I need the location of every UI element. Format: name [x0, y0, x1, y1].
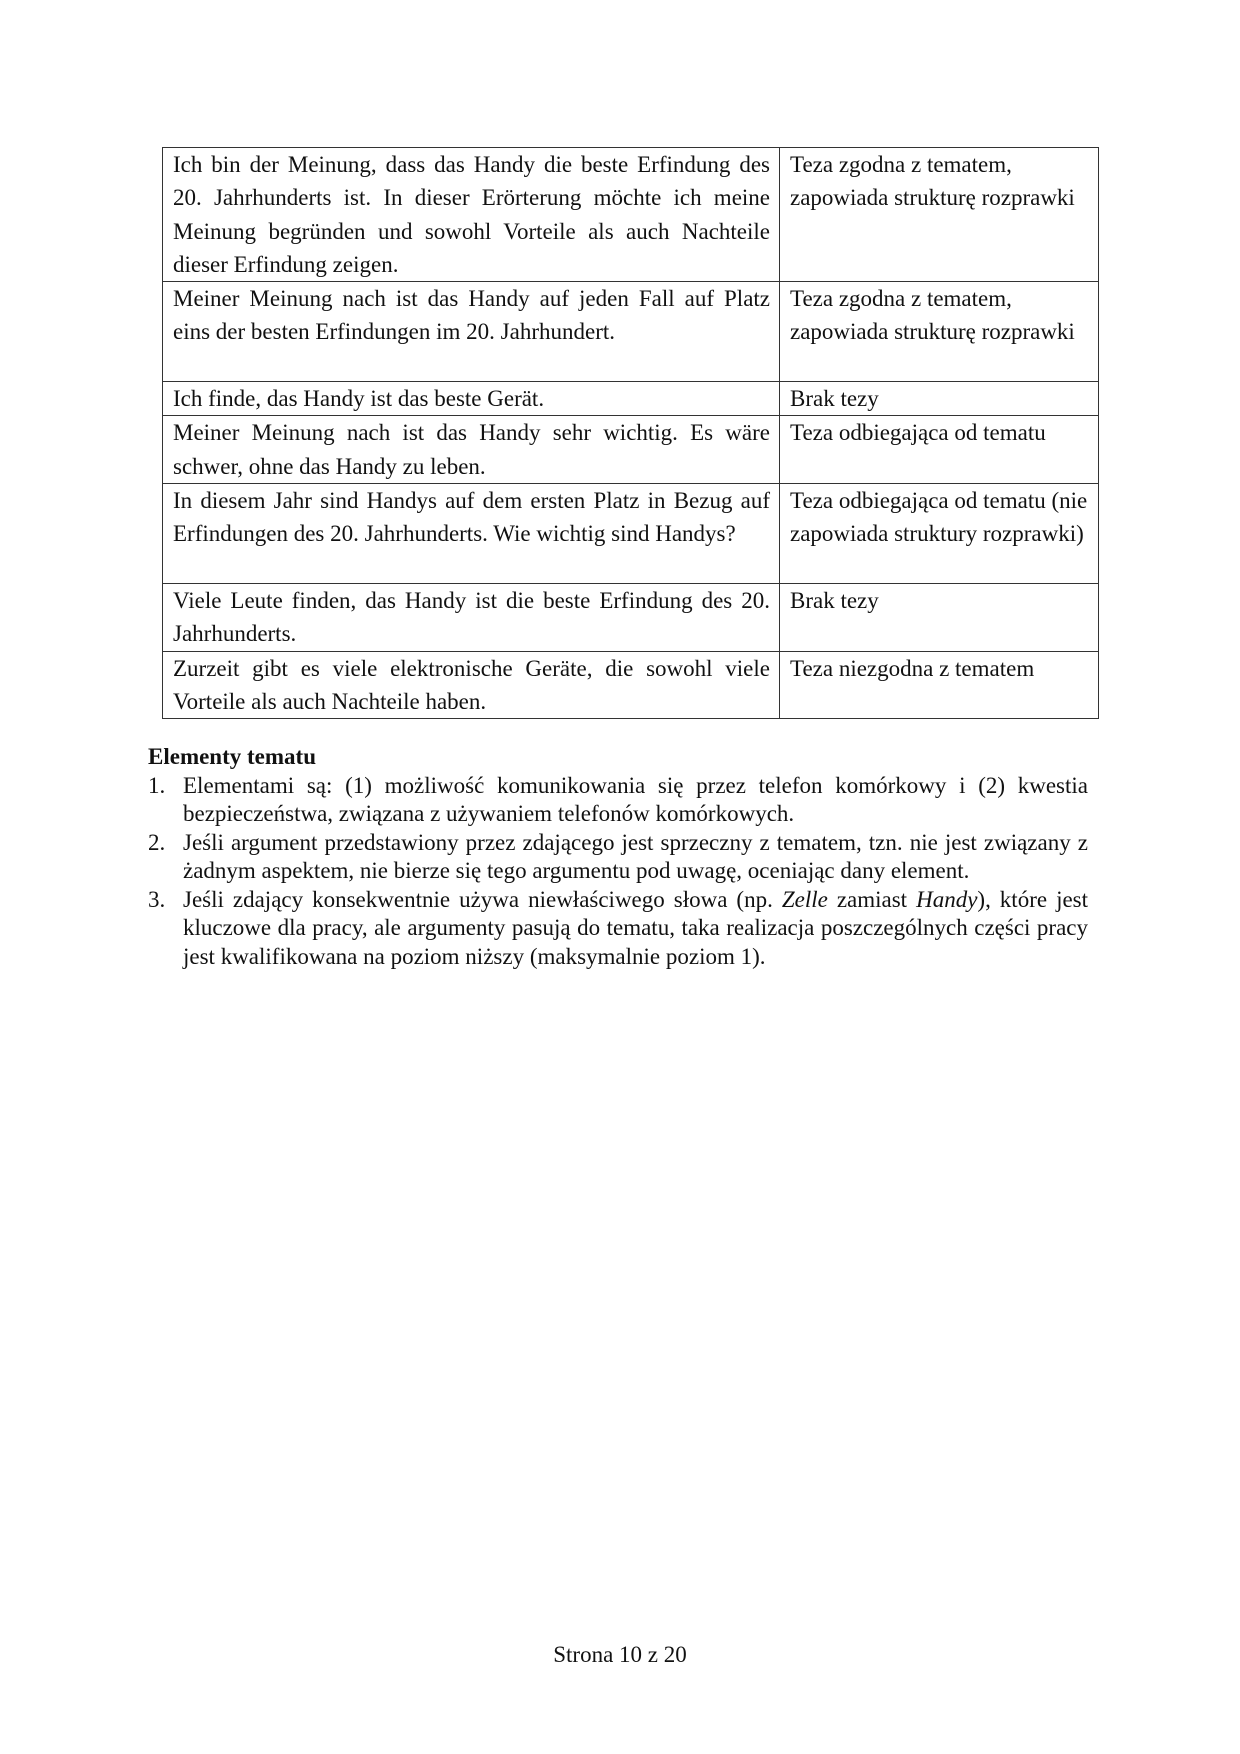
- thesis-cell: Ich bin der Meinung, dass das Handy die beste Erfindung des 20. Jahrhunderts ist. In dieser Erörterung möchte ich meine Meinung begründen und sowohl Vorteile als auch Nachteile dieser Erfindung zeigen.: [163, 148, 780, 282]
- list-item: [148, 829, 1088, 886]
- verdict-cell: Brak tezy: [780, 382, 1099, 416]
- term-handy: Handy: [916, 886, 978, 912]
- notes-list: [148, 772, 1088, 972]
- verdict-cell: Teza niezgodna z tematem: [780, 651, 1099, 719]
- list-item-text-part: zamiast: [827, 886, 917, 912]
- verdict-cell: Teza odbiegająca od tematu: [780, 416, 1099, 484]
- list-item-number: 1.: [148, 772, 166, 798]
- list-item-text: Jeśli argument przedstawiony przez zdającego jest sprzeczny z tematem, tzn. nie jest związany z żadnym aspektem, nie bierze się tego argumentu pod uwagę, oceniając dany element.: [183, 829, 1088, 883]
- table-row: [163, 282, 1099, 382]
- verdict-cell: Teza odbiegająca od tematu (nie zapowiada struktury rozprawki): [780, 484, 1099, 584]
- thesis-cell: Meiner Meinung nach ist das Handy auf jeden Fall auf Platz eins der besten Erfindungen im 20. Jahrhundert.: [163, 282, 780, 382]
- list-item-text-part: ), które jest kluczowe dla pracy, ale argumenty pasują do tematu, taka realizacja poszczególnych części pracy jest kwalifikowana na poziom niższy (maksymalnie poziom 1).: [183, 886, 1089, 969]
- table-row: [163, 382, 1099, 416]
- term-zelle: Zelle: [781, 886, 828, 912]
- thesis-cell: Meiner Meinung nach ist das Handy sehr wichtig. Es wäre schwer, ohne das Handy zu leben.: [163, 416, 780, 484]
- section-title: Elementy tematu: [148, 744, 316, 769]
- list-item-number: 2.: [148, 829, 166, 855]
- list-item-number: 3.: [148, 886, 166, 912]
- list-item-text: Elementami są: (1) możliwość komunikowania się przez telefon komórkowy i (2) kwestia bezpieczeństwa, związana z używaniem telefonów komórkowych.: [183, 772, 1088, 826]
- verdict-cell: Teza zgodna z tematem, zapowiada strukturę rozprawki: [780, 148, 1099, 282]
- table-row: [163, 584, 1099, 652]
- thesis-cell: Viele Leute finden, das Handy ist die beste Erfindung des 20. Jahrhunderts.: [163, 584, 780, 652]
- topic-elements-section: [148, 743, 1088, 971]
- thesis-cell: In diesem Jahr sind Handys auf dem ersten Platz in Bezug auf Erfindungen des 20. Jahrhunderts. Wie wichtig sind Handys?: [163, 484, 780, 584]
- table-row: [163, 484, 1099, 584]
- thesis-cell: Zurzeit gibt es viele elektronische Geräte, die sowohl viele Vorteile als auch Nachteile haben.: [163, 651, 780, 719]
- list-item: [148, 886, 1088, 972]
- list-item-text-part: Jeśli zdający konsekwentnie używa niewłaściwego słowa (np.: [183, 886, 782, 912]
- table-row: [163, 416, 1099, 484]
- page-number: Strona 10 z 20: [553, 1642, 687, 1667]
- thesis-examples-table: [162, 147, 1099, 719]
- table-row: [163, 651, 1099, 719]
- verdict-cell: Teza zgodna z tematem, zapowiada strukturę rozprawki: [780, 282, 1099, 382]
- verdict-cell: Brak tezy: [780, 584, 1099, 652]
- list-item: [148, 772, 1088, 829]
- thesis-cell: Ich finde, das Handy ist das beste Gerät.: [163, 382, 780, 416]
- table-row: [163, 148, 1099, 282]
